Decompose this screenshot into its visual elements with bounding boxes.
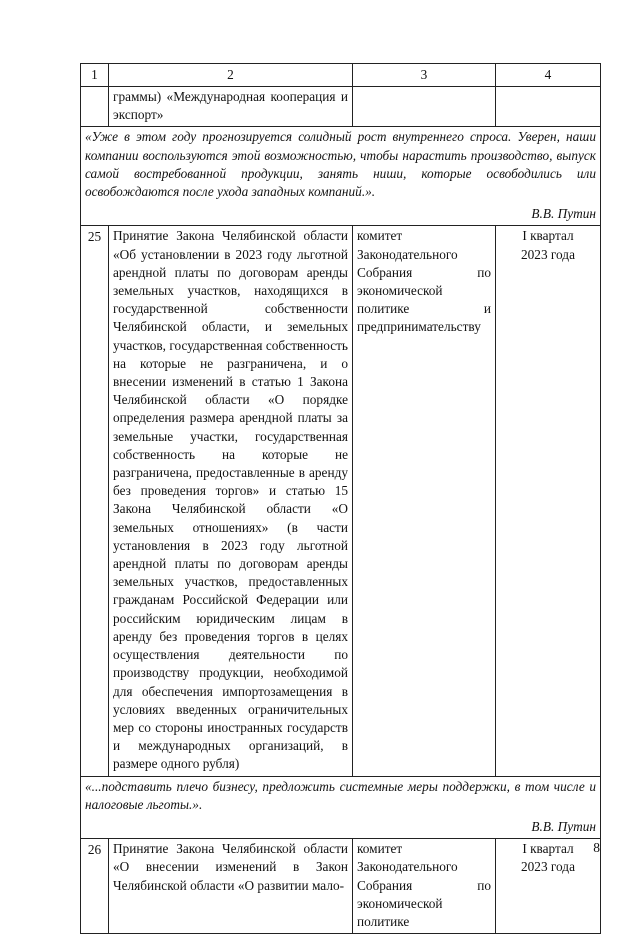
plan-table [80,63,601,934]
table-row-continuation [81,87,601,127]
quote-text-1: «Уже в этом году прогнозируется солидный рост внутреннего спроса. Уверен, наши компании воспользуются этой возможностью, чтобы нарастить производство, выпуск самой востребованной продукции, занять ниши, которые освободились или освобождаются после ухода западных компаний.». [85,129,596,200]
row-25-num: 25 [81,226,109,776]
page-number: 8 [593,840,600,855]
quote-cell-2 [81,776,601,839]
header-col-3: 3 [353,64,496,87]
row-25-deadline: I квартал 2023 года [496,226,601,776]
quote-row-1 [81,127,601,226]
header-col-4: 4 [496,64,601,87]
table-row-26 [81,839,601,934]
quote-author-1: В.В. Путин [531,206,596,222]
row-26-text: Принятие Закона Челябинской области «О внесении изменений в Закон Челябинской области «О развитии мало- [109,839,353,934]
continuation-deadline [496,87,601,127]
continuation-text: граммы) «Международная кооперация и экспорт» [109,87,353,127]
row-25-responsible: комитет Законодательного Собрания по экономической политике и предпринимательству [353,226,496,776]
row-25-text: Принятие Закона Челябинской области «Об установлении в 2023 году льготной арендной платы по договорам аренды земельных участков, находящихся в государственной собственности Челябинской области, и земельных участков, государственная собственность на которые не разграничена, и о внесении изменений в статью 1 Закона Челябинской области «О порядке определения размера арендной платы за земельные участки, государственная собственность на которые не разграничена, предоставленные в аренду без проведения торгов» и статью 15 Закона Челябинской области «О земельных отношениях» (в части установления в 2023 году льготной арендной платы по договорам аренды земельных участков, предоставленных гражданам Российской Федерации или российским юридическим лицам в аренду без проведения торгов в целях осуществления деятельности по производству продукции, необходимой для обеспечения импортозамещения в условиях введенных ограничительных мер со стороны иностранных государств и международных организаций, в размере одного рубля) [109,226,353,776]
row-26-deadline: I квартал 2023 года [496,839,601,934]
quote-row-2 [81,776,601,839]
table-row-25 [81,226,601,776]
header-col-2: 2 [109,64,353,87]
quote-text-2: «...подставить плечо бизнесу, предложить системные меры поддержки, в том числе и налоговые льготы.». [85,778,596,812]
quote-cell-1 [81,127,601,226]
row-26-responsible: комитет Законодательного Собрания по экономической политике [353,839,496,934]
continuation-num [81,87,109,127]
header-row [81,64,601,87]
quote-author-2: В.В. Путин [531,818,596,834]
header-col-1: 1 [81,64,109,87]
row-26-num: 26 [81,839,109,934]
continuation-responsible [353,87,496,127]
